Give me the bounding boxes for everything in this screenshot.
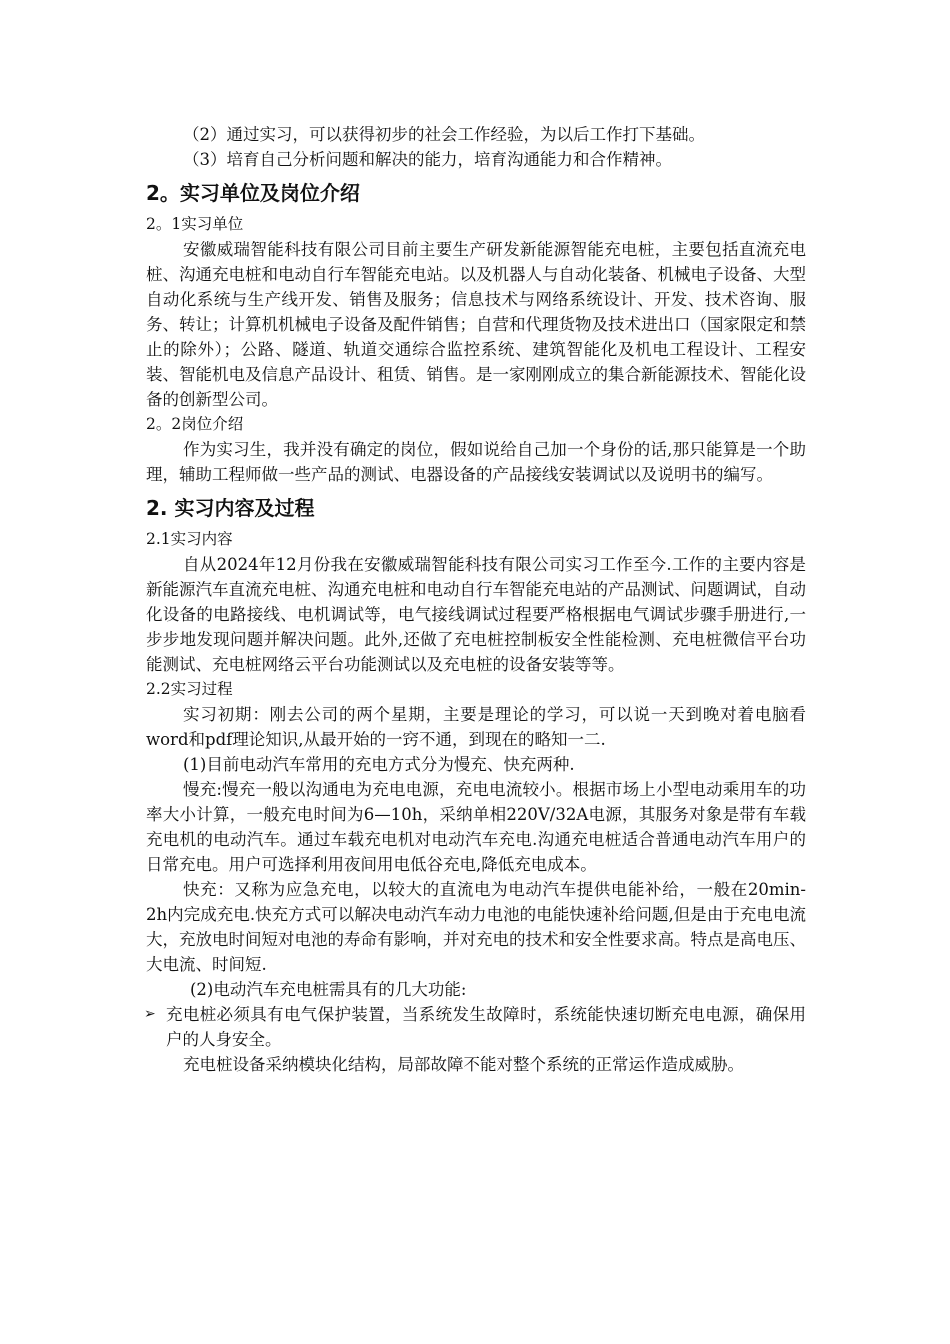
paragraph-position: 作为实习生，我并没有确定的岗位，假如说给自己加一个身份的话,那只能算是一个助理，辅助工程师做一些产品的测试、电器设备的产品接线安装调试以及说明书的编写。 <box>146 440 806 484</box>
subheading-position: 2。2岗位介绍 <box>146 415 244 433</box>
page-content <box>146 122 806 1077</box>
bullet-item <box>144 1002 806 1052</box>
bullet-text: 充电桩必须具有电气保护装置，当系统发生故障时，系统能快速切断充电电源，确保用户的人身安全。 <box>166 1005 806 1049</box>
section-heading-unit: 2。实习单位及岗位介绍 <box>146 181 360 205</box>
paragraph-modular: 充电桩设备采纳模块化结构，局部故障不能对整个系统的正常运作造成威胁。 <box>183 1055 744 1074</box>
paragraph-functions: (2)电动汽车充电桩需具有的几大功能: <box>190 980 467 999</box>
paragraph-company: 安徽威瑞智能科技有限公司目前主要生产研发新能源智能充电桩，主要包括直流充电桩、沟通充电桩和电动自行车智能充电站。以及机器人与自动化装备、机械电子设备、大型自动化系统与生产线开发、销售及服务；信息技术与网络系统设计、开发、技术咨询、服务、转让；计算机机械电子设备及配件销售；自营和代理货物及技术进出口（国家限定和禁止的除外）；公路、隧道、轨道交通综合监控系统、建筑智能化及机电工程设计、工程安装、智能机电及信息产品设计、租赁、销售。是一家刚刚成立的集合新能源技术、智能化设备的创新型公司。 <box>146 240 806 409</box>
intro-item-3: （3）培育自己分析问题和解决的能力，培育沟通能力和合作精神。 <box>183 150 672 169</box>
paragraph-early-stage: 实习初期：刚去公司的两个星期，主要是理论的学习，可以说一天到晚对着电脑看word和pdf理论知识,从最开始的一窍不通，到现在的略知一二. <box>146 705 806 749</box>
intro-item-2: （2）通过实习，可以获得初步的社会工作经验，为以后工作打下基础。 <box>183 125 705 144</box>
section-heading-content: 2. 实习内容及过程 <box>146 496 315 520</box>
paragraph-charging-modes: (1)目前电动汽车常用的充电方式分为慢充、快充两种. <box>183 755 575 774</box>
paragraph-content: 自从2024年12月份我在安徽威瑞智能科技有限公司实习工作至今.工作的主要内容是新能源汽车直流充电桩、沟通充电桩和电动自行车智能充电站的产品测试、问题调试，自动化设备的电路接线、电机调试等，电气接线调试过程要严格根据电气调试步骤手册进行,一步步地发现问题并解决问题。此外,还做了充电桩控制板安全性能检测、充电桩微信平台功能测试、充电桩网络云平台功能测试以及充电桩的设备安装等等。 <box>146 555 806 674</box>
subheading-process: 2.2实习过程 <box>146 680 233 698</box>
subheading-content: 2.1实习内容 <box>146 530 233 548</box>
subheading-unit: 2。1实习单位 <box>146 215 244 233</box>
paragraph-slow-charge: 慢充:慢充一般以沟通电为充电电源，充电电流较小。根据市场上小型电动乘用车的功率大小计算，一般充电时间为6—10h，采纳单相220V/32A电源，其服务对象是带有车载充电机的电动汽车。通过车载充电机对电动汽车充电.沟通充电桩适合普通电动汽车用户的日常充电。用户可选择利用夜间用电低谷充电,降低充电成本。 <box>146 780 806 874</box>
paragraph-fast-charge: 快充：又称为应急充电，以较大的直流电为电动汽车提供电能补给，一般在20min-2h内完成充电.快充方式可以解决电动汽车动力电池的电能快速补给问题,但是由于充电电流大，充放电时间短对电池的寿命有影响，并对充电的技术和安全性要求高。特点是高电压、大电流、时间短. <box>146 880 806 974</box>
arrow-bullet-icon: ➢ <box>144 1006 156 1022</box>
